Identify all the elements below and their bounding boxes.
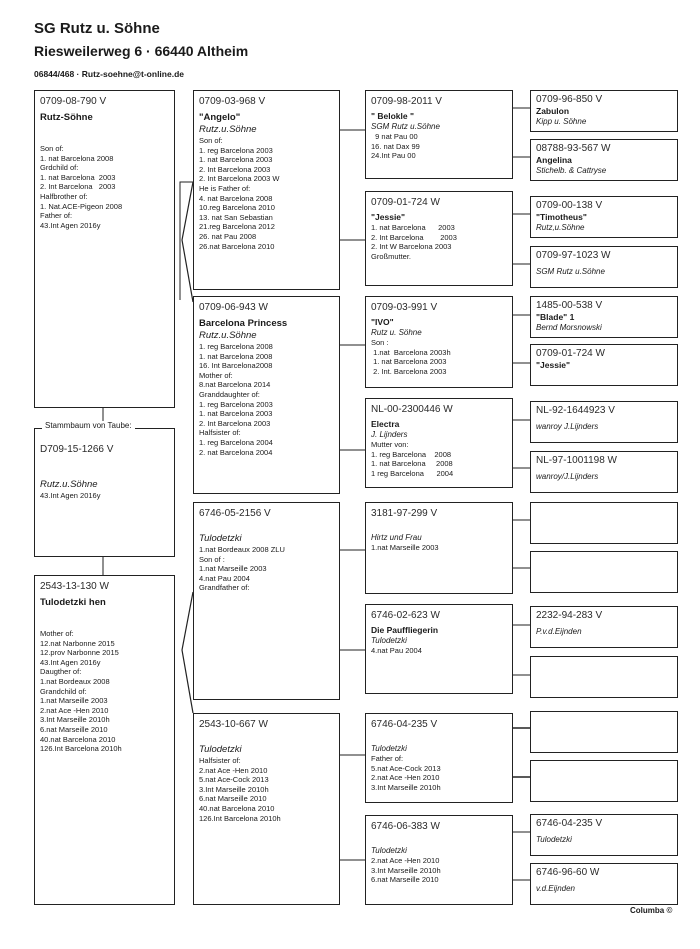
grandparent-card[interactable]	[193, 502, 340, 700]
achievement-line: 1. nat Barcelona 2008	[371, 459, 453, 469]
achievement-line: 4. nat Barcelona 2008	[199, 193, 273, 203]
achievement-line: Grdchild of:	[40, 163, 79, 173]
achievement-line: 6.nat Marseille 2010	[199, 794, 267, 804]
great-grandparent-name: " Belokle "	[371, 111, 415, 121]
great-great-grandparent-card[interactable]	[530, 814, 678, 856]
achievement-line: 43.Int Agen 2016y	[40, 491, 101, 500]
great-great-grandparent-ring: 08788-93-567 W	[536, 143, 611, 154]
achievement-line: 43.Int Agen 2016y	[40, 657, 101, 667]
great-great-grandparent-breeder: P.v.d.Eijnden	[536, 627, 582, 636]
achievement-line: Daugther of:	[40, 667, 82, 677]
achievement-line: 1. nat Barcelona 2003	[199, 409, 273, 419]
owner-name: SG Rutz u. Söhne	[34, 20, 160, 37]
great-great-grandparent-card[interactable]	[530, 451, 678, 493]
great-great-grandparent-breeder: Stichelb. & Cattryse	[536, 166, 607, 175]
great-great-grandparent-card[interactable]	[530, 246, 678, 288]
achievement-line: 1. nat Barcelona 2008	[199, 351, 273, 361]
great-grandparent-achievements	[371, 856, 507, 885]
achievement-line: 1. reg Barcelona 2008	[371, 449, 452, 459]
achievement-line: 2. Int. Barcelona 2003	[371, 366, 447, 376]
great-great-grandparent-card[interactable]	[530, 863, 678, 905]
great-grandparent-achievements	[371, 646, 507, 656]
grandparent-name: "Angelo"	[199, 112, 241, 123]
great-grandparent-breeder: Tulodetzki	[371, 636, 407, 645]
achievement-line: 6.nat Marseille 2010	[371, 875, 439, 885]
achievement-line: Mother of:	[40, 629, 74, 638]
great-grandparent-achievements	[371, 543, 507, 553]
great-grandparent-name: "Jessie"	[371, 212, 406, 222]
achievement-line: 2. nat Barcelona 2004	[199, 447, 273, 457]
achievement-line: 40.nat Barcelona 2010	[199, 803, 275, 813]
great-great-grandparent-card[interactable]	[530, 296, 678, 338]
great-grandparent-achievements	[371, 440, 507, 478]
achievement-line: 26. nat Pau 2008	[199, 231, 257, 241]
grandparent-ring: 0709-06-943 W	[199, 302, 268, 313]
great-grandparent-ring: 0709-98-2011 V	[371, 96, 442, 107]
great-great-grandparent-ring: NL-97-1001198 W	[536, 455, 617, 466]
great-great-grandparent-ring: 0709-97-1023 W	[536, 250, 611, 261]
great-great-grandparent-card[interactable]	[530, 606, 678, 648]
achievement-line: Father of:	[40, 211, 73, 221]
great-great-grandparent-card[interactable]	[530, 551, 678, 593]
great-great-grandparent-card[interactable]	[530, 656, 678, 698]
great-great-grandparent-name: Angelina	[536, 155, 572, 165]
achievement-line: 16. nat Dax 99	[371, 141, 420, 151]
achievement-line: 3.Int Marseille 2010h	[199, 784, 269, 794]
achievement-line: Mutter von:	[371, 440, 409, 449]
great-great-grandparent-card[interactable]	[530, 344, 678, 386]
great-great-grandparent-name: Zabulon	[536, 106, 570, 116]
grandparent-ring: 6746-05-2156 V	[199, 508, 271, 519]
great-grandparent-achievements	[371, 223, 507, 261]
great-grandparent-achievements	[371, 338, 507, 376]
great-grandparent-breeder: Hirtz und Frau	[371, 533, 422, 542]
achievement-line: 8.nat Barcelona 2014	[199, 380, 271, 390]
achievement-line: Mother of:	[199, 370, 233, 380]
great-grandparent-ring: 6746-04-235 V	[371, 719, 438, 730]
achievement-line: 2.nat Ace -Hen 2010	[199, 765, 268, 775]
great-great-grandparent-breeder: wanroy/J.Lijnders	[536, 472, 599, 481]
great-great-grandparent-card[interactable]	[530, 401, 678, 443]
achievement-line: 1. reg Barcelona 2004	[199, 437, 273, 447]
achievement-line: 40.nat Barcelona 2010	[40, 734, 116, 744]
achievement-line: 16. Int Barcelona2008	[199, 361, 273, 371]
mother-ring: 2543-13-130 W	[40, 581, 109, 592]
achievement-line: 1. nat Barcelona 2003	[40, 172, 116, 182]
achievement-line: 12.nat Narbonne 2015	[40, 638, 115, 648]
achievement-line: 126.Int Barcelona 2010h	[199, 813, 281, 823]
great-grandparent-card[interactable]	[365, 90, 513, 179]
achievement-line: 2. Int Barcelona 2003	[40, 182, 116, 192]
great-great-grandparent-ring: 6746-96-60 W	[536, 867, 600, 878]
mother-name: Tulodetzki hen	[40, 597, 106, 608]
achievement-line: 21.reg Barcelona 2012	[199, 222, 275, 232]
achievement-line: 2.nat Ace -Hen 2010	[40, 705, 109, 715]
great-great-grandparent-name: "Blade" 1	[536, 312, 575, 322]
achievement-line: Son of :	[199, 554, 225, 564]
achievement-line: 1.nat Bordeaux 2008 ZLU	[199, 545, 285, 554]
grandparent-ring: 2543-10-667 W	[199, 719, 268, 730]
achievement-line: Halfsister of:	[199, 756, 241, 765]
achievement-line: 2. Int Barcelona 2003 W	[199, 174, 280, 184]
achievement-line: Grandchild of:	[40, 686, 87, 696]
great-grandparent-breeder: SGM Rutz u.Söhne	[371, 122, 440, 131]
achievement-line: 5.nat Ace-Cock 2013	[199, 775, 269, 785]
achievement-line: 12.prov Narbonne 2015	[40, 648, 119, 658]
achievement-line: Son :	[371, 338, 389, 347]
great-great-grandparent-card[interactable]	[530, 502, 678, 544]
great-great-grandparent-breeder: SGM Rutz u.Söhne	[536, 267, 605, 276]
great-great-grandparent-name: "Jessie"	[536, 360, 571, 370]
great-great-grandparent-card[interactable]	[530, 711, 678, 753]
great-grandparent-card[interactable]	[365, 398, 513, 488]
great-great-grandparent-card[interactable]	[530, 90, 678, 132]
great-grandparent-card[interactable]	[365, 502, 513, 594]
achievement-line: 126.Int Barcelona 2010h	[40, 744, 122, 754]
achievement-line: 1. Nat.ACE-Pigeon 2008	[40, 201, 123, 211]
great-great-grandparent-name: "Timotheus"	[536, 212, 587, 222]
grandparent-breeder: Rutz.u.Söhne	[199, 330, 257, 341]
achievement-line: 1.nat Marseille 2003	[40, 696, 108, 706]
achievement-line: Grandfather of:	[199, 583, 250, 593]
achievement-line: 4.nat Pau 2004	[199, 573, 250, 583]
great-great-grandparent-card[interactable]	[530, 196, 678, 238]
owner-address: Riesweilerweg 6 · 66440 Altheim	[34, 43, 249, 59]
great-great-grandparent-breeder: Rutz,u.Söhne	[536, 223, 585, 232]
father-ring: 0709-08-790 V	[40, 96, 107, 107]
grandparent-achievements	[199, 756, 334, 823]
great-great-grandparent-breeder: Kipp u. Söhne	[536, 117, 587, 126]
great-great-grandparent-breeder: Bernd Morsnowski	[536, 323, 602, 332]
great-grandparent-breeder: Tulodetzki	[371, 744, 407, 753]
achievement-line: 1. nat Barcelona 2003	[371, 357, 447, 367]
great-great-grandparent-ring: 0709-96-850 V	[536, 94, 603, 105]
achievement-line: 1. nat Barcelona 2003	[371, 223, 455, 232]
grandparent-achievements	[199, 545, 334, 593]
grandparent-breeder: Tulodetzki	[199, 744, 242, 755]
mother-card[interactable]	[34, 575, 175, 905]
great-great-grandparent-breeder: Tulodetzki	[536, 835, 572, 844]
achievement-line: 1.nat Bordeaux 2008	[40, 676, 110, 686]
achievement-line: 1.nat Marseille 2003	[371, 543, 439, 552]
great-grandparent-ring: 6746-02-623 W	[371, 610, 440, 621]
achievement-line: 1. nat Barcelona 2008	[40, 153, 114, 163]
great-great-grandparent-breeder: v.d.Eijnden	[536, 884, 575, 893]
achievement-line: 2. Int Barcelona 2003	[199, 164, 271, 174]
achievement-line: Großmutter.	[371, 251, 412, 261]
achievement-line: 1. reg Barcelona 2008	[199, 342, 273, 351]
great-grandparent-ring: 6746-06-383 W	[371, 821, 440, 832]
great-grandparent-ring: 0709-03-991 V	[371, 302, 438, 313]
achievement-line: Halfbrother of:	[40, 191, 88, 201]
great-grandparent-ring: 0709-01-724 W	[371, 197, 440, 208]
father-name: Rutz-Söhne	[40, 112, 93, 123]
great-grandparent-achievements	[371, 132, 507, 161]
achievement-line: Granddaughter of:	[199, 389, 260, 399]
great-great-grandparent-card[interactable]	[530, 760, 678, 802]
owner-contact: 06844/468 · Rutz-soehne@t-online.de	[34, 69, 184, 79]
achievement-line: Halfsister of:	[199, 428, 241, 438]
achievement-line: 1.nat Marseille 2003	[199, 564, 267, 574]
achievement-line: 5.nat Ace-Cock 2013	[371, 763, 441, 773]
father-card[interactable]	[34, 90, 175, 408]
great-grandparent-name: Electra	[371, 419, 400, 429]
achievement-line: 24.Int Pau 00	[371, 151, 416, 161]
great-grandparent-ring: 3181-97-299 V	[371, 508, 438, 519]
achievement-line: 2. Int W Barcelona 2003	[371, 242, 452, 252]
achievement-line: Father of:	[371, 754, 404, 763]
achievement-line: 3.Int Marseille 2010h	[40, 715, 110, 725]
great-grandparent-card[interactable]	[365, 713, 513, 803]
achievement-line: 2. Int Barcelona 2003	[199, 418, 271, 428]
great-grandparent-name: Die Pauffliegerin	[371, 625, 439, 635]
great-great-grandparent-ring: 1485-00-538 V	[536, 300, 603, 311]
father-achievements	[40, 144, 169, 230]
great-grandparent-achievements	[371, 754, 507, 792]
great-great-grandparent-ring: 6746-04-235 V	[536, 818, 603, 829]
achievement-line: Son of:	[40, 144, 64, 153]
grandparent-card[interactable]	[193, 713, 340, 905]
subject-legend: Stammbaum von Taube:	[42, 421, 135, 430]
achievement-line: 4.nat Pau 2004	[371, 646, 422, 655]
great-grandparent-ring: NL-00-2300446 W	[371, 404, 453, 415]
grandparent-breeder: Rutz.u.Söhne	[199, 124, 257, 135]
great-grandparent-card[interactable]	[365, 604, 513, 694]
grandparent-breeder: Tulodetzki	[199, 533, 242, 544]
achievement-line: 1 reg Barcelona 2004	[371, 468, 454, 478]
great-great-grandparent-breeder: wanroy J.Lijnders	[536, 422, 599, 431]
grandparent-name: Barcelona Princess	[199, 318, 288, 329]
achievement-line: 1. nat Barcelona 2003	[199, 155, 273, 165]
great-great-grandparent-card[interactable]	[530, 139, 678, 181]
great-great-grandparent-ring: NL-92-1644923 V	[536, 405, 615, 416]
subject-breeder: Rutz.u.Söhne	[40, 479, 98, 490]
grandparent-card[interactable]	[193, 90, 340, 290]
subject-achievements	[40, 491, 169, 501]
great-grandparent-breeder: J. Lijnders	[371, 430, 408, 439]
great-grandparent-card[interactable]	[365, 191, 513, 286]
achievement-line: 2.nat Ace -Hen 2010	[371, 773, 440, 783]
achievement-line: 1.nat Barcelona 2003h	[371, 347, 451, 357]
copyright: Columba ©	[630, 906, 673, 915]
achievement-line: 1. reg Barcelona 2003	[199, 399, 273, 409]
achievement-line: 10.reg Barcelona 2010	[199, 203, 275, 213]
grandparent-achievements	[199, 342, 334, 457]
great-great-grandparent-ring: 0709-00-138 V	[536, 200, 603, 211]
subject-ring: D709-15-1266 V	[40, 444, 114, 455]
achievement-line: 3.Int Marseille 2010h	[371, 782, 441, 792]
achievement-line: He is Father of:	[199, 183, 251, 193]
achievement-line: 1. reg Barcelona 2003	[199, 145, 273, 155]
achievement-line: 3.Int Marseille 2010h	[371, 865, 441, 875]
achievement-line: 9 nat Pau 00	[371, 132, 418, 141]
great-grandparent-name: "IVO"	[371, 317, 394, 327]
mother-achievements	[40, 629, 169, 754]
great-grandparent-card[interactable]	[365, 296, 513, 388]
great-grandparent-breeder: Tulodetzki	[371, 846, 407, 855]
grandparent-ring: 0709-03-968 V	[199, 96, 266, 107]
great-great-grandparent-ring: 0709-01-724 W	[536, 348, 605, 359]
grandparent-card[interactable]	[193, 296, 340, 494]
achievement-line: 2.nat Ace -Hen 2010	[371, 856, 440, 865]
great-grandparent-card[interactable]	[365, 815, 513, 905]
achievement-line: 26.nat Barcelona 2010	[199, 241, 275, 251]
achievement-line: 2. Int Barcelona 2003	[371, 232, 457, 242]
achievement-line: Son of:	[199, 136, 223, 145]
grandparent-achievements	[199, 136, 334, 251]
great-grandparent-breeder: Rutz u. Söhne	[371, 328, 422, 337]
achievement-line: 13. nat San Sebastian	[199, 212, 273, 222]
great-great-grandparent-ring: 2232-94-283 V	[536, 610, 603, 621]
achievement-line: 43.Int Agen 2016y	[40, 220, 101, 230]
achievement-line: 6.nat Marseille 2010	[40, 724, 108, 734]
subject-card[interactable]	[34, 428, 175, 557]
